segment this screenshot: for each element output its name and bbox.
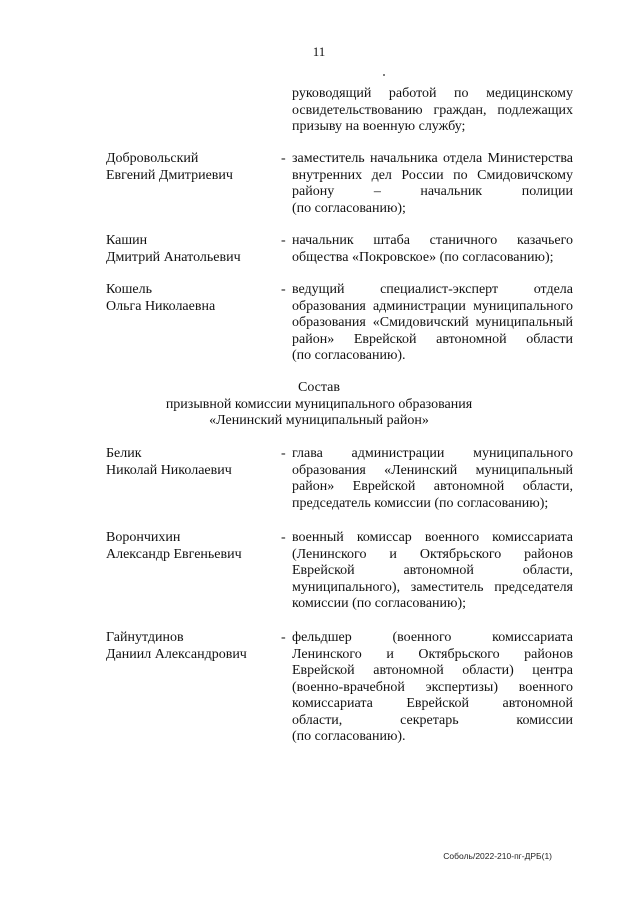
member-entry xyxy=(106,630,573,755)
member-given-names: Дмитрий Анатольевич xyxy=(106,249,241,265)
member-surname: Добровольский xyxy=(106,151,199,166)
member-entry xyxy=(106,446,573,536)
member-dash: - xyxy=(281,151,286,166)
member-entry xyxy=(106,282,573,382)
continuation-text xyxy=(292,86,573,136)
member-entry xyxy=(106,151,573,241)
member-description xyxy=(292,151,573,217)
member-entry xyxy=(106,530,573,630)
description-line: Еврейской автономной области) центра xyxy=(292,663,573,678)
continuation-line: призыву на военную службу; xyxy=(292,119,466,134)
member-dash: - xyxy=(281,233,286,248)
description-line: начальник штаба станичного казачьего xyxy=(292,233,573,248)
description-line: председатель комиссии (по согласованию); xyxy=(292,495,549,511)
member-description xyxy=(292,530,573,613)
description-line: образования «Смидовичский муниципальный xyxy=(292,315,573,330)
description-line: комиссариата Еврейской автономной xyxy=(292,696,573,711)
description-line: военный комиссар военного комиссариата xyxy=(292,530,573,545)
description-line: (по согласованию); xyxy=(292,200,406,216)
section-title-line: «Ленинский муниципальный район» xyxy=(209,413,429,428)
speck-mark xyxy=(383,74,385,76)
description-line: район» Еврейской автономной области xyxy=(292,331,573,347)
section-title-line: Состав xyxy=(297,380,340,395)
description-line: комиссии (по согласованию); xyxy=(292,596,467,611)
description-line: образования «Ленинский муниципальный xyxy=(292,462,573,478)
member-given-names: Николай Николаевич xyxy=(106,462,232,478)
description-line: ведущий специалист-эксперт отдела xyxy=(292,282,573,297)
member-surname: Кашин xyxy=(106,233,148,248)
description-line: (военно-врачебной экспертизы) военного xyxy=(292,679,573,695)
description-line: фельдшер (военного комиссариата xyxy=(292,630,573,645)
description-line: Еврейской автономной области, xyxy=(292,563,573,578)
member-dash: - xyxy=(281,282,286,297)
section-title xyxy=(0,380,638,430)
description-line: общества «Покровское» (по согласованию); xyxy=(292,249,554,265)
page-number: 11 xyxy=(312,44,326,59)
member-name xyxy=(106,282,276,315)
member-description xyxy=(292,282,573,365)
member-description xyxy=(292,446,573,512)
member-given-names: Ольга Николаевна xyxy=(106,298,216,314)
member-surname: Кошель xyxy=(106,282,153,297)
continuation-line: руководящий работой по медицинскому xyxy=(292,86,573,101)
member-given-names: Евгений Дмитриевич xyxy=(106,167,233,183)
member-name xyxy=(106,530,276,563)
member-description xyxy=(292,233,573,266)
member-name xyxy=(106,630,276,663)
description-line: муниципального), заместитель председателя xyxy=(292,579,573,595)
member-surname: Ворончихин xyxy=(106,530,181,545)
document-code-footer: Соболь/2022-210-пг-ДРБ(1) xyxy=(443,851,552,861)
description-line: области, секретарь комиссии xyxy=(292,712,573,728)
member-dash: - xyxy=(281,446,286,461)
description-line: район» Еврейской автономной области, xyxy=(292,479,573,494)
member-surname: Гайнутдинов xyxy=(106,630,184,645)
description-line: (по согласованию). xyxy=(292,348,406,363)
member-given-names: Даниил Александрович xyxy=(106,646,247,662)
member-name xyxy=(106,151,276,184)
description-line: (Ленинского и Октябрьского районов xyxy=(292,546,573,562)
member-given-names: Александр Евгеньевич xyxy=(106,546,242,562)
description-line: заместитель начальника отдела Министерства xyxy=(292,151,573,166)
member-name xyxy=(106,233,276,266)
section-title-line: призывной комиссии муниципального образования xyxy=(165,396,473,412)
member-description xyxy=(292,630,573,746)
member-name xyxy=(106,446,276,479)
description-line: внутренних дел России по Смидовичскому xyxy=(292,167,573,183)
description-line: глава администрации муниципального xyxy=(292,446,573,461)
description-line: Ленинского и Октябрьского районов xyxy=(292,646,573,662)
description-line: району – начальник полиции xyxy=(292,184,573,199)
description-line: (по согласованию). xyxy=(292,729,406,744)
member-dash: - xyxy=(281,630,286,645)
member-surname: Белик xyxy=(106,446,142,461)
description-line: образования администрации муниципального xyxy=(292,298,573,314)
continuation-line: освидетельствованию граждан, подлежащих xyxy=(292,102,573,118)
member-dash: - xyxy=(281,530,286,545)
